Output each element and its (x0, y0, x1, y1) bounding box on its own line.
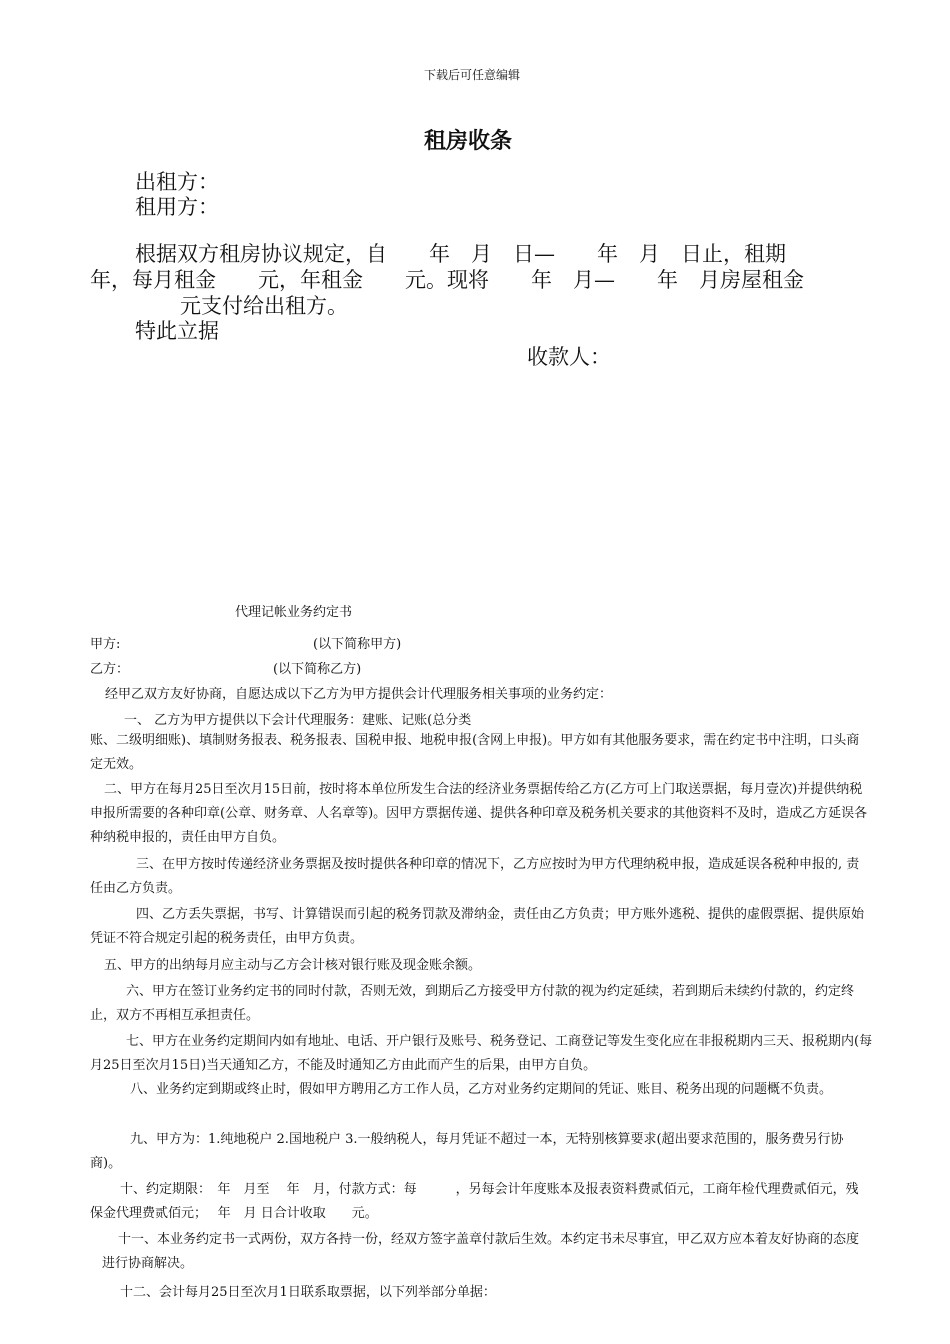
party-a-note: (以下简称甲方) (313, 637, 402, 652)
agreement-title: 代理记帐业务约定书 (235, 605, 353, 620)
clause-1-rest: 账、二级明细账)、填制财务报表、税务报表、国税申报、地税申报(含网上申报)。甲方如有其他服务要求，需在约定书中注明，口头商定无效。 (90, 733, 860, 772)
clause-8: 八、业务约定到期或终止时，假如甲方聘用乙方工作人员，乙方对业务约定期间的凭证、账目、税务出现的问题概不负责。 (130, 1082, 833, 1097)
clause-5: 五、甲方的出纳每月应主动与乙方会计核对银行账及现金账余额。 (104, 958, 482, 973)
party-b-label: 乙方： (90, 662, 130, 677)
clause-2: 二、甲方在每月25日至次月15日前，按时将本单位所发生合法的经济业务票据传给乙方(乙方可上门取送票据，每月壹次)并提供纳税申报所需要的各种印章(公章、财务章、人名章等)。因甲方票据传递、提供各种印章及税务机关要求的其他资料不及时，造成乙方延误各种纳税申报的，责任由甲方自负。 (90, 782, 868, 845)
lessee-label: 租用方： (135, 195, 219, 219)
clause-9: 九、甲方为：1.纯地税户 2.国地税户 3.一般纳税人，每月凭证不超过一本，无特别核算要求(超出要求范围的，服务费另行协商)。 (90, 1132, 844, 1171)
clause-12: 十二、会计每月25日至次月1日联系取票据，以下列举部分单据： (120, 1285, 496, 1300)
clause-11: 十一、本业务约定书一式两份，双方各持一份，经双方签字盖章付款后生效。本约定书未尽事宜，甲乙双方应本着友好协商的态度进行协商解决。 (102, 1232, 860, 1271)
payee-label: 收款人： (527, 345, 611, 369)
clause-4: 四、乙方丢失票据，书写、计算错误而引起的税务罚款及滞纳金，责任由乙方负责；甲方账外逃税、提供的虚假票据、提供原始凭证不符合规定引起的税务责任，由甲方负责。 (90, 907, 865, 946)
receipt-line-3: 元支付给出租方。 (180, 294, 348, 318)
party-a-label: 甲方: (90, 637, 121, 652)
clause-6: 六、甲方在签订业务约定书的同时付款，否则无效，到期后乙方接受甲方付款的视为约定延续，若到期后未续约付款的，约定终止，双方不再相互承担责任。 (90, 984, 855, 1023)
clause-1-line-1: 一、 乙方为甲方提供以下会计代理服务：建账、记账(总分类 (124, 713, 472, 728)
agreement-intro: 经甲乙双方友好协商，自愿达成以下乙方为甲方提供会计代理服务相关事项的业务约定： (105, 687, 613, 702)
party-b-note: (以下简称乙方) (273, 662, 362, 677)
receipt-line-2: 年，每月租金 元，年租金 元。现将 年 月— 年 月房屋租金 (90, 268, 804, 292)
receipt-line-1: 根据双方租房协议规定，自 年 月 日— 年 月 日止，租期 (135, 242, 786, 266)
header-note: 下载后可任意编辑 (424, 68, 521, 82)
clause-7: 七、甲方在业务约定期间内如有地址、电话、开户银行及账号、税务登记、工商登记等发生变化应在非报税期内三天、报税期内(每月25日至次月15日)当天通知乙方，不能及时通知乙方由此而产生的后果，由甲方自负。 (90, 1034, 873, 1073)
receipt-closing: 特此立据 (135, 319, 219, 343)
receipt-title: 租房收条 (424, 128, 513, 154)
clause-10: 十、约定期限： 年 月至 年 月，付款方式：每 ，另每会计年度账本及报表资料费贰佰元，工商年检代理费贰佰元，残保金代理费贰佰元； 年 月 日合计收取 元。 (90, 1182, 859, 1221)
clause-3: 三、在甲方按时传递经济业务票据及按时提供各种印章的情况下，乙方应按时为甲方代理纳税申报，造成延误各税种申报的, 责任由乙方负责。 (90, 857, 860, 896)
lessor-label: 出租方： (135, 170, 219, 194)
